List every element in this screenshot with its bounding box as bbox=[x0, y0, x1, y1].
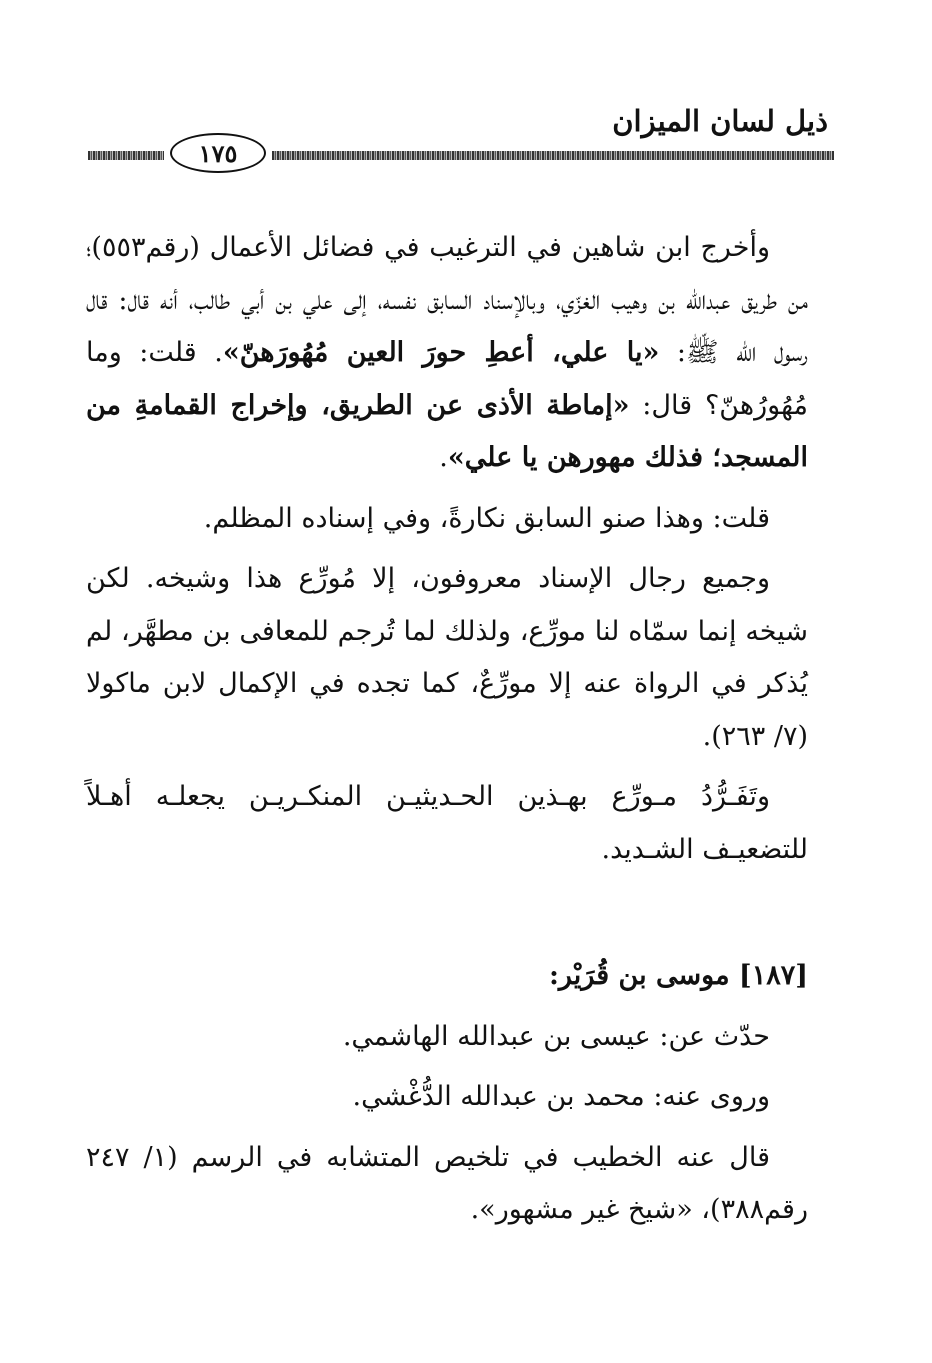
entry-line-narrated-by: وروى عنه: محمد بن عبدالله الدُّغْشي. bbox=[352, 1081, 770, 1112]
hadith-quote-1: «يا علي، أعطِ حورَ العين مُهُورَهنّ» bbox=[222, 337, 660, 368]
header-rule-right bbox=[272, 151, 834, 160]
hadith-quote-2: «إماطة الأذى عن الطريق، وإخراج القمامةِ من المسجد؛ فذلك مهورهن يا علي» bbox=[86, 389, 808, 473]
paragraph-hadith-end: . bbox=[439, 442, 448, 473]
entry-line-narrated-from: حدّث عن: عيسى بن عبدالله الهاشمي. bbox=[342, 1020, 770, 1052]
header-rule-left bbox=[88, 151, 164, 160]
page-number: ١٧٥ bbox=[170, 133, 266, 173]
paragraph-hadith-middle: . قلت: وما مُهُورُهنّ؟ قال: bbox=[86, 337, 808, 421]
paragraph-comment: قلت: وهذا صنو السابق نكارةً، وفي إسناده المظلم. bbox=[203, 502, 770, 534]
paragraph-narrators: وجميع رجال الإسناد معروفون، إلا مُورِّع هذا وشيخه. لكن شيخه إنما سمّاه لنا مورِّع، ولذلك لما تُرجم للمعافى بن مطهَّر، لم يُذكر في الرواة عنه إلا مورِّعٌ، كما تجده في الإكمال لابن ماكولا (٧/ ٢٦٣). bbox=[86, 563, 808, 752]
entry-heading: [١٨٧] موسى بن قُرَيْر: bbox=[548, 960, 808, 991]
main-text bbox=[86, 222, 808, 1237]
paragraph-hadith bbox=[86, 222, 808, 485]
paragraph-hadith-intro: وأخرج ابن شاهين في الترغيب في فضائل الأعمال (رقم٥٥٣)؛ من طريق عبدالله بن وهيب الغزّي، وبالإسناد السابق نفسه، إلى علي بن أبي طالب، أنه قال: قال رسول الله ﷺ: bbox=[86, 232, 808, 368]
entry-line-khatib: قال عنه الخطيب في تلخيص المتشابه في الرسم (١/ ٢٤٧ رقم٣٨٨)، «شيخ غير مشهور». bbox=[86, 1141, 808, 1225]
running-header-title: ذيل لسان الميزان bbox=[612, 104, 828, 138]
paragraph-verdict: وتَفَـرُّدُ مـورِّع بهـذين الحـديثيـن المنكـريـن يجعلـه أهـلاً للتضعيـف الشـديد. bbox=[86, 781, 808, 865]
